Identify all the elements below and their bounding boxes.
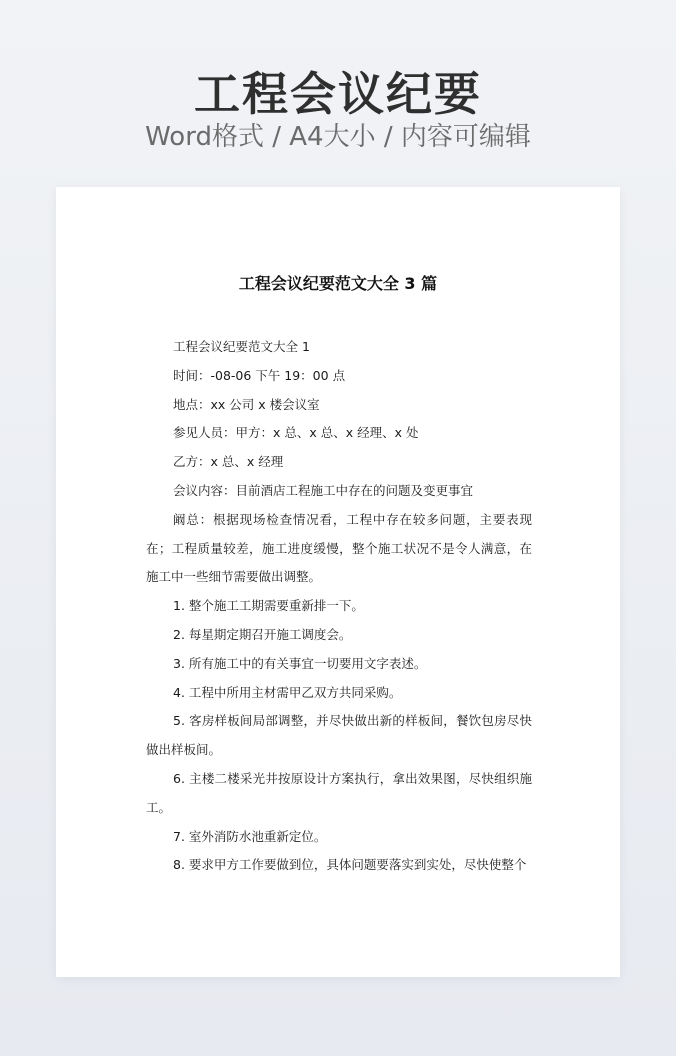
doc-paragraph: 工程会议纪要范文大全 1: [173, 339, 310, 354]
doc-list-item: 8. 要求甲方工作要做到位，具体问题要落实到实处，尽快使整个: [173, 857, 527, 873]
doc-paragraph: 会议内容：目前酒店工程施工中存在的问题及变更事宜: [173, 482, 474, 498]
doc-list-item: 4. 工程中所用主材需甲乙双方共同采购。: [173, 684, 402, 700]
doc-paragraph: 阚总：根据现场检查情况看，工程中存在较多问题，主要表现在；工程质量较差，施工进度缓慢，整个施工状况不是令人满意，在施工中一些细节需要做出调整。: [146, 511, 532, 585]
doc-paragraph: 地点：xx 公司 x 楼会议室: [173, 396, 320, 412]
banner-subtitle: Word格式 / A4大小 / 内容可编辑: [145, 122, 531, 152]
doc-list-item: 7. 室外消防水池重新定位。: [173, 828, 327, 844]
banner-title: 工程会议纪要: [194, 67, 482, 121]
doc-list-item: 6. 主楼二楼采光井按原设计方案执行，拿出效果图，尽快组织施工。: [146, 770, 532, 815]
doc-list-item: 3. 所有施工中的有关事宜一切要用文字表述。: [173, 655, 427, 671]
doc-paragraph: 乙方：x 总、x 经理: [173, 454, 284, 470]
doc-paragraph: 时间：-08-06 下午 19：00 点: [173, 367, 346, 383]
doc-list-item: 1. 整个施工工期需要重新排一下。: [173, 598, 364, 614]
doc-paragraph: 参见人员：甲方：x 总、x 总、x 经理、x 处: [173, 425, 419, 441]
doc-list-item: 2. 每星期定期召开施工调度会。: [173, 626, 352, 642]
document-title: 工程会议纪要范文大全 3 篇: [238, 274, 438, 293]
document-body: [146, 333, 532, 880]
doc-list-item: 5. 客房样板间局部调整，并尽快做出新的样板间，餐饮包房尽快做出样板间。: [146, 713, 532, 758]
